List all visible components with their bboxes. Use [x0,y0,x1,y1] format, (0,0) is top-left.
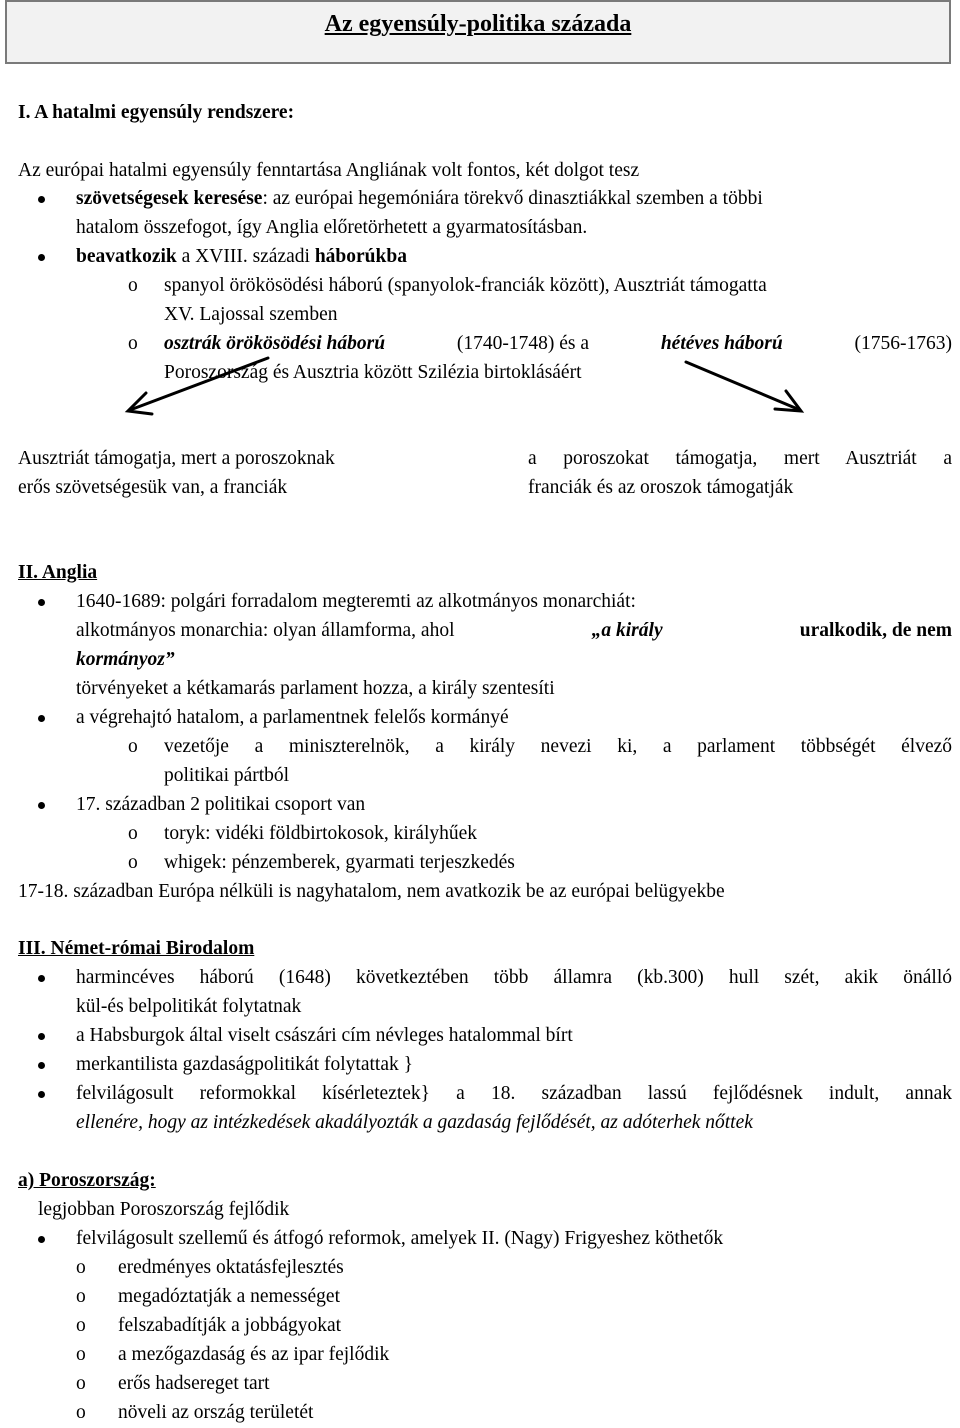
bullet-dot [38,599,45,606]
bullet-dot [38,1091,45,1098]
s2-sub-line-2: politikai pártból [164,765,290,786]
bullet-dot [38,1033,45,1040]
bullet-dot [38,196,45,203]
s1-sub-2-line-1: osztrák örökösödési háború (1740-1748) és a hétéves háború (1756-1763) [164,333,952,354]
bullet-dot [38,1236,45,1243]
s3-bullet-1-line-2: kül-és belpolitikát folytatnak [76,996,302,1017]
sub-bullet-glyph: o [128,736,138,757]
bullet-dot [38,1062,45,1069]
arrow-right-head [775,391,801,411]
s2-bullet-1-line-4: törvényeket a kétkamarás parlament hozza, a király szentesíti [76,678,555,699]
s1-sub-2-line-2: Poroszország és Ausztria között Szilézia birtoklásáért [164,362,582,383]
s4-item: növeli az ország területét [118,1402,314,1423]
s3-bullet-1-line-1: harmincéves háború (1648) következtében több államra (kb.300) hull szét, akik önálló [76,967,952,988]
s4-item: megadóztatják a nemességet [118,1286,340,1307]
sub-bullet-glyph: o [76,1315,86,1336]
s1-bullet-2: beavatkozik a XVIII. századi háborúkba [76,246,407,267]
bullet-dot [38,802,45,809]
sub-bullet-glyph: o [76,1257,86,1278]
section-2-heading: II. Anglia [18,562,98,583]
s4-item: felszabadítják a jobbágyokat [118,1315,342,1336]
section-a-intro: legjobban Poroszország fejlődik [38,1199,290,1220]
s2-sub-tory: toryk: vidéki földbirtokosok, királyhűek [164,823,478,844]
sub-bullet-glyph: o [128,823,138,844]
left-column-line-1: Ausztriát támogatja, mert a poroszoknak [18,448,335,469]
s2-bullet-1-line-2: alkotmányos monarchia: olyan államforma, ahol „a király uralkodik, de nem [76,620,952,641]
bullet-dot [38,975,45,982]
s2-bullet-1-line-3: kormányoz” [76,649,175,670]
s2-after: 17-18. században Európa nélküli is nagyhatalom, nem avatkozik be az európai belügyekbe [18,881,725,902]
title-box [5,0,951,64]
s4-item: a mezőgazdaság és az ipar fejlődik [118,1344,390,1365]
s3-bullet-2: a Habsburgok által viselt császári cím névleges hatalommal bírt [76,1025,573,1046]
s4-item: erős hadsereget tart [118,1373,270,1394]
section-1-intro: Az európai hatalmi egyensúly fenntartása Angliának volt fontos, két dolgot tesz [18,160,640,181]
s2-sub-line-1: vezetője a miniszterelnök, a király nevezi ki, a parlament többségét élvező [164,736,952,757]
sub-bullet-glyph: o [76,1286,86,1307]
sub-bullet-glyph: o [76,1402,86,1423]
page-title: Az egyensúly-politika százada [324,11,632,37]
right-column-line-2: franciák és az oroszok támogatják [528,477,794,498]
s2-bullet-3: 17. században 2 politikai csoport van [76,794,366,815]
s1-bullet-1-line-2: hatalom összefogot, így Anglia előretörhetett a gyarmatosításban. [76,217,588,238]
s3-bullet-3: merkantilista gazdaságpolitikát folytattak } [76,1054,413,1075]
s3-bullet-4-line-1: felvilágosult reformokkal kísérleteztek} a 18. században lassú fejlődésnek indult, annak [76,1083,952,1104]
s4-item: eredményes oktatásfejlesztés [118,1257,344,1278]
sub-bullet-glyph: o [128,852,138,873]
arrow-left-head [128,393,152,414]
s4-bullet-1: felvilágosult szellemű és átfogó reformok, amelyek II. (Nagy) Frigyeshez köthetők [76,1228,724,1249]
sub-bullet-glyph: o [128,275,138,296]
section-3-heading: III. Német-római Birodalom [18,938,255,959]
sub-bullet-glyph: o [128,333,138,354]
s1-sub-1-line-1: spanyol örökösödési háború (spanyolok-franciák között), Ausztriát támogatta [164,275,767,296]
s3-bullet-4-line-2: ellenére, hogy az intézkedések akadályozták a gazdaság fejlődését, az adóterhek nőttek [76,1112,753,1133]
sub-bullet-glyph: o [76,1344,86,1365]
bullet-dot [38,254,45,261]
left-column-line-2: erős szövetségesük van, a franciák [18,477,288,498]
s1-sub-1-line-2: XV. Lajossal szemben [164,304,338,325]
s2-bullet-2: a végrehajtó hatalom, a parlamentnek felelős kormányé [76,707,509,728]
sub-bullet-glyph: o [76,1373,86,1394]
bullet-dot [38,715,45,722]
section-1-heading: I. A hatalmi egyensúly rendszere: [18,102,295,123]
s2-sub-whig: whigek: pénzemberek, gyarmati terjeszkedés [164,852,515,873]
s1-bullet-1-line-1: szövetségesek keresése: az európai hegemóniára törekvő dinasztiákkal szemben a többi [76,188,763,209]
section-a-heading: a) Poroszország: [18,1170,156,1191]
s2-bullet-1-line-1: 1640-1689: polgári forradalom megteremti az alkotmányos monarchiát: [76,591,636,612]
right-column-line-1: a poroszokat támogatja, mert Ausztriát a [528,448,952,469]
arrow-right [686,362,800,410]
